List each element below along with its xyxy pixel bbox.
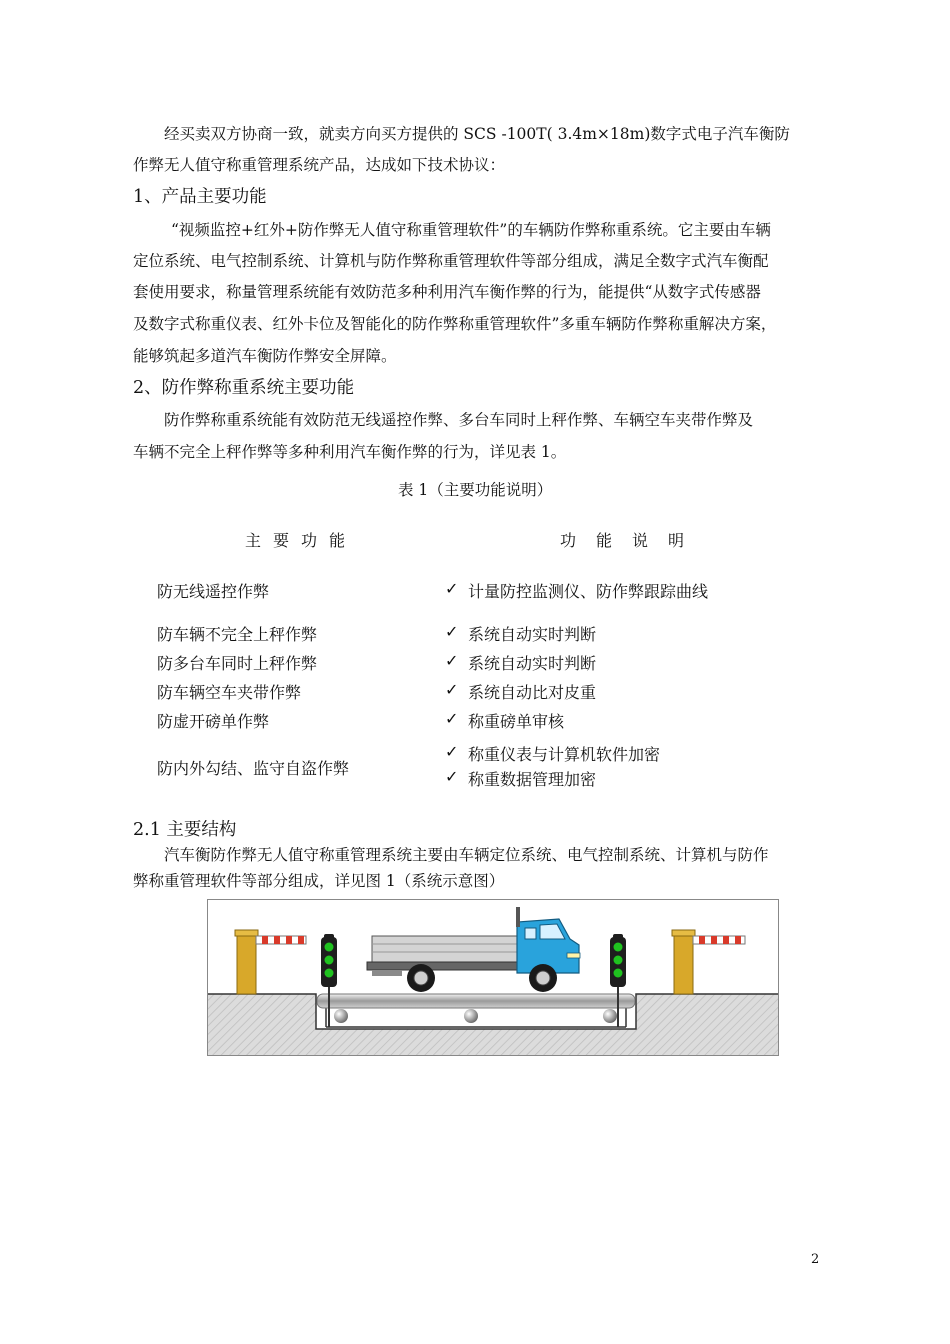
green-light-icon <box>325 969 334 978</box>
green-light-icon <box>614 969 623 978</box>
section-1-line: “视频监控+红外+防作弊无人值守称重管理软件”的车辆防作弊称重系统。它主要由车辆 <box>171 221 771 239</box>
table-column-header-description: 功能说明 <box>560 531 705 550</box>
load-cell-icon <box>334 1009 348 1023</box>
system-diagram <box>207 899 779 1056</box>
function-cell: 防多台车同时上秤作弊 <box>157 654 318 673</box>
section-1-line: 及数字式称重仪表、红外卡位及智能化的防作弊称重管理软件”多重车辆防作弊称重解决方案， <box>133 315 777 333</box>
green-light-icon <box>614 956 623 965</box>
function-cell: 防虚开磅单作弊 <box>157 712 270 731</box>
description-cell: 系统自动比对皮重 <box>468 683 597 702</box>
section-1-line: 套使用要求，称量管理系统能有效防范多种利用汽车衡作弊的行为，能提供“从数字式传感器 <box>133 283 761 301</box>
load-cell-icon <box>603 1009 617 1023</box>
check-icon: ✓ <box>445 742 459 761</box>
page-number: 2 <box>811 1252 820 1267</box>
section-2-1-line: 汽车衡防作弊无人值守称重管理系统主要由车辆定位系统、电气控制系统、计算机与防作 <box>164 846 769 864</box>
description-cell: 称重磅单审核 <box>468 712 565 731</box>
section-1-line: 能够筑起多道汽车衡防作弊安全屏障。 <box>133 347 397 365</box>
table-column-header-function: 主要功能 <box>245 531 358 550</box>
load-cell-icon <box>464 1009 478 1023</box>
section-2-1-line: 弊称重管理软件等部分组成，详见图 1（系统示意图） <box>133 872 505 890</box>
weighbridge-platform <box>317 994 635 1008</box>
function-cell: 防内外勾结、监守自盗作弊 <box>157 759 350 778</box>
check-icon: ✓ <box>445 579 459 598</box>
intro-line-2: 作弊无人值守称重管理系统产品，达成如下技术协议： <box>133 156 506 174</box>
description-cell: 计量防控监测仪、防作弊跟踪曲线 <box>468 582 709 601</box>
description-cell: 系统自动实时判断 <box>468 625 597 644</box>
description-cell: 称重数据管理加密 <box>468 770 597 789</box>
description-cell: 称重仪表与计算机软件加密 <box>468 745 661 764</box>
function-cell: 防无线遥控作弊 <box>157 582 270 601</box>
check-icon: ✓ <box>445 680 459 699</box>
section-2-line: 防作弊称重系统能有效防范无线遥控作弊、多台车同时上秤作弊、车辆空车夹带作弊及 <box>164 411 754 429</box>
barrier-gate-left <box>237 933 256 994</box>
function-cell: 防车辆不完全上秤作弊 <box>157 625 318 644</box>
intro-line-1: 经买卖双方协商一致，就卖方向买方提供的 SCS -100T( 3.4m×18m)数字式电子汽车衡防 <box>164 125 790 143</box>
barrier-gate-right <box>674 933 693 994</box>
description-cell: 系统自动实时判断 <box>468 654 597 673</box>
green-light-icon <box>325 956 334 965</box>
check-icon: ✓ <box>445 709 459 728</box>
section-1-heading: 1、产品主要功能 <box>133 187 267 207</box>
table-caption: 表 1（主要功能说明） <box>398 481 553 499</box>
check-icon: ✓ <box>445 767 459 786</box>
check-icon: ✓ <box>445 651 459 670</box>
section-1-line: 定位系统、电气控制系统、计算机与防作弊称重管理软件等部分组成，满足全数字式汽车衡配 <box>133 252 769 270</box>
green-light-icon <box>614 943 623 952</box>
function-cell: 防车辆空车夹带作弊 <box>157 683 302 702</box>
check-icon: ✓ <box>445 622 459 641</box>
section-2-line: 车辆不完全上秤作弊等多种利用汽车衡作弊的行为，详见表 1。 <box>133 443 567 461</box>
section-2-heading: 2、防作弊称重系统主要功能 <box>133 378 355 398</box>
section-2-1-heading: 2.1 主要结构 <box>133 820 237 840</box>
green-light-icon <box>325 943 334 952</box>
